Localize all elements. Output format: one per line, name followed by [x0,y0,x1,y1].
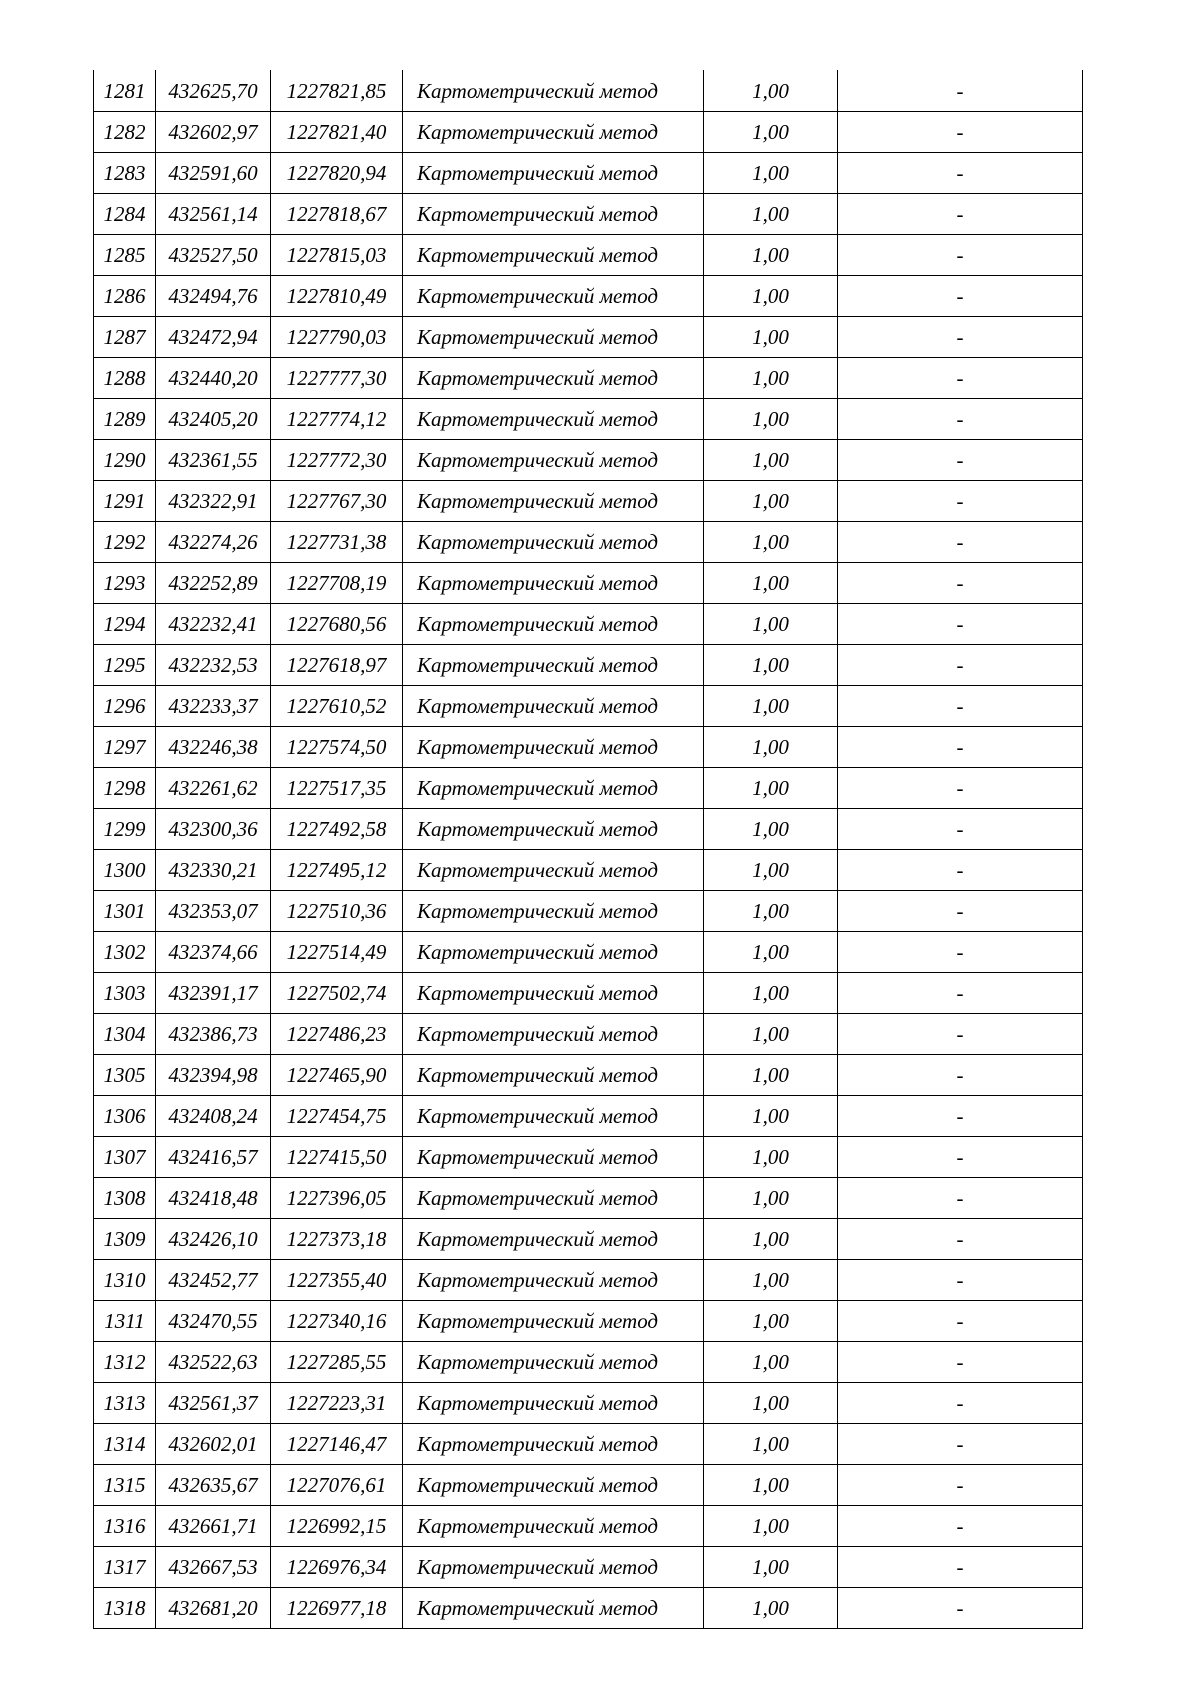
accuracy-cell: 1,00 [704,276,838,317]
point-number-cell: 1318 [94,1588,156,1629]
x-coordinate-cell: 432416,57 [156,1137,271,1178]
x-coordinate-cell: 432322,91 [156,481,271,522]
x-coordinate-cell: 432470,55 [156,1301,271,1342]
point-number-cell: 1286 [94,276,156,317]
description-cell: - [838,522,1083,563]
method-cell: Картометрический метод [403,850,704,891]
method-cell: Картометрический метод [403,891,704,932]
method-cell: Картометрический метод [403,112,704,153]
method-cell: Картометрический метод [403,276,704,317]
table-row [94,358,1083,399]
point-number-cell: 1284 [94,194,156,235]
y-coordinate-cell: 1227772,30 [271,440,403,481]
table-row [94,604,1083,645]
table-row [94,1260,1083,1301]
y-coordinate-cell: 1227574,50 [271,727,403,768]
table-row [94,563,1083,604]
method-cell: Картометрический метод [403,1260,704,1301]
description-cell: - [838,1588,1083,1629]
x-coordinate-cell: 432591,60 [156,153,271,194]
y-coordinate-cell: 1227777,30 [271,358,403,399]
description-cell: - [838,686,1083,727]
y-coordinate-cell: 1227285,55 [271,1342,403,1383]
description-cell: - [838,399,1083,440]
x-coordinate-cell: 432440,20 [156,358,271,399]
accuracy-cell: 1,00 [704,1547,838,1588]
accuracy-cell: 1,00 [704,194,838,235]
accuracy-cell: 1,00 [704,70,838,112]
y-coordinate-cell: 1227465,90 [271,1055,403,1096]
x-coordinate-cell: 432330,21 [156,850,271,891]
table-row [94,1383,1083,1424]
accuracy-cell: 1,00 [704,1465,838,1506]
table-row [94,1301,1083,1342]
method-cell: Картометрический метод [403,809,704,850]
table-row [94,645,1083,686]
point-number-cell: 1301 [94,891,156,932]
table-row [94,522,1083,563]
table-row [94,112,1083,153]
table-row [94,1219,1083,1260]
accuracy-cell: 1,00 [704,112,838,153]
y-coordinate-cell: 1227821,85 [271,70,403,112]
y-coordinate-cell: 1227820,94 [271,153,403,194]
method-cell: Картометрический метод [403,399,704,440]
x-coordinate-cell: 432300,36 [156,809,271,850]
y-coordinate-cell: 1227708,19 [271,563,403,604]
point-number-cell: 1287 [94,317,156,358]
description-cell: - [838,112,1083,153]
method-cell: Картометрический метод [403,563,704,604]
accuracy-cell: 1,00 [704,399,838,440]
description-cell: - [838,932,1083,973]
method-cell: Картометрический метод [403,1055,704,1096]
table-row [94,809,1083,850]
coordinates-table-body [94,70,1083,1629]
x-coordinate-cell: 432602,01 [156,1424,271,1465]
point-number-cell: 1302 [94,932,156,973]
y-coordinate-cell: 1227146,47 [271,1424,403,1465]
x-coordinate-cell: 432246,38 [156,727,271,768]
description-cell: - [838,1055,1083,1096]
accuracy-cell: 1,00 [704,440,838,481]
x-coordinate-cell: 432361,55 [156,440,271,481]
point-number-cell: 1293 [94,563,156,604]
accuracy-cell: 1,00 [704,932,838,973]
description-cell: - [838,645,1083,686]
y-coordinate-cell: 1227731,38 [271,522,403,563]
table-row [94,1096,1083,1137]
accuracy-cell: 1,00 [704,1383,838,1424]
y-coordinate-cell: 1227618,97 [271,645,403,686]
table-row [94,153,1083,194]
x-coordinate-cell: 432232,53 [156,645,271,686]
x-coordinate-cell: 432681,20 [156,1588,271,1629]
accuracy-cell: 1,00 [704,481,838,522]
point-number-cell: 1297 [94,727,156,768]
point-number-cell: 1307 [94,1137,156,1178]
y-coordinate-cell: 1227076,61 [271,1465,403,1506]
x-coordinate-cell: 432661,71 [156,1506,271,1547]
table-row [94,235,1083,276]
description-cell: - [838,1465,1083,1506]
point-number-cell: 1315 [94,1465,156,1506]
point-number-cell: 1281 [94,70,156,112]
description-cell: - [838,1014,1083,1055]
method-cell: Картометрический метод [403,645,704,686]
x-coordinate-cell: 432602,97 [156,112,271,153]
accuracy-cell: 1,00 [704,1506,838,1547]
accuracy-cell: 1,00 [704,1055,838,1096]
x-coordinate-cell: 432261,62 [156,768,271,809]
point-number-cell: 1314 [94,1424,156,1465]
y-coordinate-cell: 1227486,23 [271,1014,403,1055]
accuracy-cell: 1,00 [704,1178,838,1219]
table-row [94,727,1083,768]
table-row [94,1014,1083,1055]
method-cell: Картометрический метод [403,522,704,563]
method-cell: Картометрический метод [403,1342,704,1383]
point-number-cell: 1303 [94,973,156,1014]
accuracy-cell: 1,00 [704,850,838,891]
accuracy-cell: 1,00 [704,153,838,194]
y-coordinate-cell: 1227680,56 [271,604,403,645]
method-cell: Картометрический метод [403,440,704,481]
point-number-cell: 1308 [94,1178,156,1219]
y-coordinate-cell: 1227821,40 [271,112,403,153]
y-coordinate-cell: 1227415,50 [271,1137,403,1178]
point-number-cell: 1285 [94,235,156,276]
point-number-cell: 1317 [94,1547,156,1588]
method-cell: Картометрический метод [403,932,704,973]
table-row [94,70,1083,112]
method-cell: Картометрический метод [403,1588,704,1629]
method-cell: Картометрический метод [403,1506,704,1547]
point-number-cell: 1282 [94,112,156,153]
method-cell: Картометрический метод [403,70,704,112]
description-cell: - [838,1260,1083,1301]
x-coordinate-cell: 432391,17 [156,973,271,1014]
method-cell: Картометрический метод [403,1014,704,1055]
method-cell: Картометрический метод [403,358,704,399]
table-row [94,194,1083,235]
description-cell: - [838,973,1083,1014]
method-cell: Картометрический метод [403,1219,704,1260]
description-cell: - [838,1219,1083,1260]
y-coordinate-cell: 1227495,12 [271,850,403,891]
point-number-cell: 1311 [94,1301,156,1342]
accuracy-cell: 1,00 [704,1096,838,1137]
table-row [94,850,1083,891]
point-number-cell: 1306 [94,1096,156,1137]
y-coordinate-cell: 1227510,36 [271,891,403,932]
description-cell: - [838,1096,1083,1137]
description-cell: - [838,850,1083,891]
description-cell: - [838,891,1083,932]
coordinates-table [93,70,1083,1629]
accuracy-cell: 1,00 [704,768,838,809]
x-coordinate-cell: 432233,37 [156,686,271,727]
table-row [94,481,1083,522]
point-number-cell: 1299 [94,809,156,850]
accuracy-cell: 1,00 [704,1588,838,1629]
x-coordinate-cell: 432625,70 [156,70,271,112]
y-coordinate-cell: 1227492,58 [271,809,403,850]
y-coordinate-cell: 1226977,18 [271,1588,403,1629]
accuracy-cell: 1,00 [704,1424,838,1465]
point-number-cell: 1292 [94,522,156,563]
y-coordinate-cell: 1227373,18 [271,1219,403,1260]
table-row [94,1424,1083,1465]
description-cell: - [838,440,1083,481]
point-number-cell: 1291 [94,481,156,522]
accuracy-cell: 1,00 [704,563,838,604]
point-number-cell: 1309 [94,1219,156,1260]
y-coordinate-cell: 1227517,35 [271,768,403,809]
point-number-cell: 1313 [94,1383,156,1424]
x-coordinate-cell: 432232,41 [156,604,271,645]
description-cell: - [838,70,1083,112]
table-row [94,973,1083,1014]
description-cell: - [838,604,1083,645]
y-coordinate-cell: 1227355,40 [271,1260,403,1301]
method-cell: Картометрический метод [403,686,704,727]
y-coordinate-cell: 1227223,31 [271,1383,403,1424]
accuracy-cell: 1,00 [704,1260,838,1301]
x-coordinate-cell: 432252,89 [156,563,271,604]
description-cell: - [838,481,1083,522]
description-cell: - [838,153,1083,194]
description-cell: - [838,194,1083,235]
accuracy-cell: 1,00 [704,522,838,563]
y-coordinate-cell: 1226992,15 [271,1506,403,1547]
table-row [94,276,1083,317]
accuracy-cell: 1,00 [704,1014,838,1055]
method-cell: Картометрический метод [403,481,704,522]
y-coordinate-cell: 1227815,03 [271,235,403,276]
x-coordinate-cell: 432353,07 [156,891,271,932]
table-row [94,1055,1083,1096]
method-cell: Картометрический метод [403,727,704,768]
description-cell: - [838,358,1083,399]
x-coordinate-cell: 432635,67 [156,1465,271,1506]
x-coordinate-cell: 432452,77 [156,1260,271,1301]
table-row [94,1547,1083,1588]
point-number-cell: 1289 [94,399,156,440]
accuracy-cell: 1,00 [704,809,838,850]
accuracy-cell: 1,00 [704,1342,838,1383]
point-number-cell: 1296 [94,686,156,727]
accuracy-cell: 1,00 [704,235,838,276]
point-number-cell: 1290 [94,440,156,481]
method-cell: Картометрический метод [403,1383,704,1424]
description-cell: - [838,1383,1083,1424]
accuracy-cell: 1,00 [704,1219,838,1260]
y-coordinate-cell: 1227767,30 [271,481,403,522]
x-coordinate-cell: 432426,10 [156,1219,271,1260]
table-row [94,399,1083,440]
method-cell: Картометрический метод [403,1547,704,1588]
x-coordinate-cell: 432418,48 [156,1178,271,1219]
description-cell: - [838,563,1083,604]
point-number-cell: 1304 [94,1014,156,1055]
accuracy-cell: 1,00 [704,1137,838,1178]
x-coordinate-cell: 432394,98 [156,1055,271,1096]
y-coordinate-cell: 1227818,67 [271,194,403,235]
method-cell: Картометрический метод [403,973,704,1014]
table-row [94,768,1083,809]
table-row [94,891,1083,932]
point-number-cell: 1300 [94,850,156,891]
point-number-cell: 1283 [94,153,156,194]
method-cell: Картометрический метод [403,194,704,235]
x-coordinate-cell: 432667,53 [156,1547,271,1588]
table-row [94,1588,1083,1629]
y-coordinate-cell: 1227340,16 [271,1301,403,1342]
point-number-cell: 1298 [94,768,156,809]
description-cell: - [838,235,1083,276]
accuracy-cell: 1,00 [704,891,838,932]
accuracy-cell: 1,00 [704,358,838,399]
accuracy-cell: 1,00 [704,973,838,1014]
method-cell: Картометрический метод [403,1137,704,1178]
y-coordinate-cell: 1227810,49 [271,276,403,317]
table-row [94,686,1083,727]
x-coordinate-cell: 432494,76 [156,276,271,317]
method-cell: Картометрический метод [403,1465,704,1506]
description-cell: - [838,1506,1083,1547]
accuracy-cell: 1,00 [704,727,838,768]
table-row [94,1342,1083,1383]
point-number-cell: 1295 [94,645,156,686]
x-coordinate-cell: 432522,63 [156,1342,271,1383]
accuracy-cell: 1,00 [704,1301,838,1342]
y-coordinate-cell: 1227454,75 [271,1096,403,1137]
method-cell: Картометрический метод [403,1301,704,1342]
method-cell: Картометрический метод [403,235,704,276]
description-cell: - [838,1547,1083,1588]
y-coordinate-cell: 1227774,12 [271,399,403,440]
description-cell: - [838,1137,1083,1178]
y-coordinate-cell: 1226976,34 [271,1547,403,1588]
point-number-cell: 1316 [94,1506,156,1547]
point-number-cell: 1294 [94,604,156,645]
table-row [94,440,1083,481]
table-row [94,317,1083,358]
y-coordinate-cell: 1227610,52 [271,686,403,727]
description-cell: - [838,276,1083,317]
x-coordinate-cell: 432472,94 [156,317,271,358]
description-cell: - [838,1178,1083,1219]
description-cell: - [838,1301,1083,1342]
x-coordinate-cell: 432405,20 [156,399,271,440]
x-coordinate-cell: 432527,50 [156,235,271,276]
method-cell: Картометрический метод [403,1178,704,1219]
method-cell: Картометрический метод [403,317,704,358]
description-cell: - [838,727,1083,768]
description-cell: - [838,768,1083,809]
description-cell: - [838,317,1083,358]
point-number-cell: 1312 [94,1342,156,1383]
accuracy-cell: 1,00 [704,686,838,727]
description-cell: - [838,809,1083,850]
x-coordinate-cell: 432374,66 [156,932,271,973]
accuracy-cell: 1,00 [704,645,838,686]
description-cell: - [838,1342,1083,1383]
table-row [94,1137,1083,1178]
method-cell: Картометрический метод [403,1096,704,1137]
x-coordinate-cell: 432561,37 [156,1383,271,1424]
point-number-cell: 1305 [94,1055,156,1096]
accuracy-cell: 1,00 [704,317,838,358]
method-cell: Картометрический метод [403,153,704,194]
description-cell: - [838,1424,1083,1465]
document-page [93,70,1083,1629]
method-cell: Картометрический метод [403,604,704,645]
point-number-cell: 1288 [94,358,156,399]
table-row [94,1178,1083,1219]
y-coordinate-cell: 1227790,03 [271,317,403,358]
x-coordinate-cell: 432408,24 [156,1096,271,1137]
x-coordinate-cell: 432386,73 [156,1014,271,1055]
x-coordinate-cell: 432561,14 [156,194,271,235]
y-coordinate-cell: 1227502,74 [271,973,403,1014]
method-cell: Картометрический метод [403,1424,704,1465]
table-row [94,932,1083,973]
table-row [94,1465,1083,1506]
method-cell: Картометрический метод [403,768,704,809]
y-coordinate-cell: 1227514,49 [271,932,403,973]
accuracy-cell: 1,00 [704,604,838,645]
x-coordinate-cell: 432274,26 [156,522,271,563]
point-number-cell: 1310 [94,1260,156,1301]
table-row [94,1506,1083,1547]
y-coordinate-cell: 1227396,05 [271,1178,403,1219]
